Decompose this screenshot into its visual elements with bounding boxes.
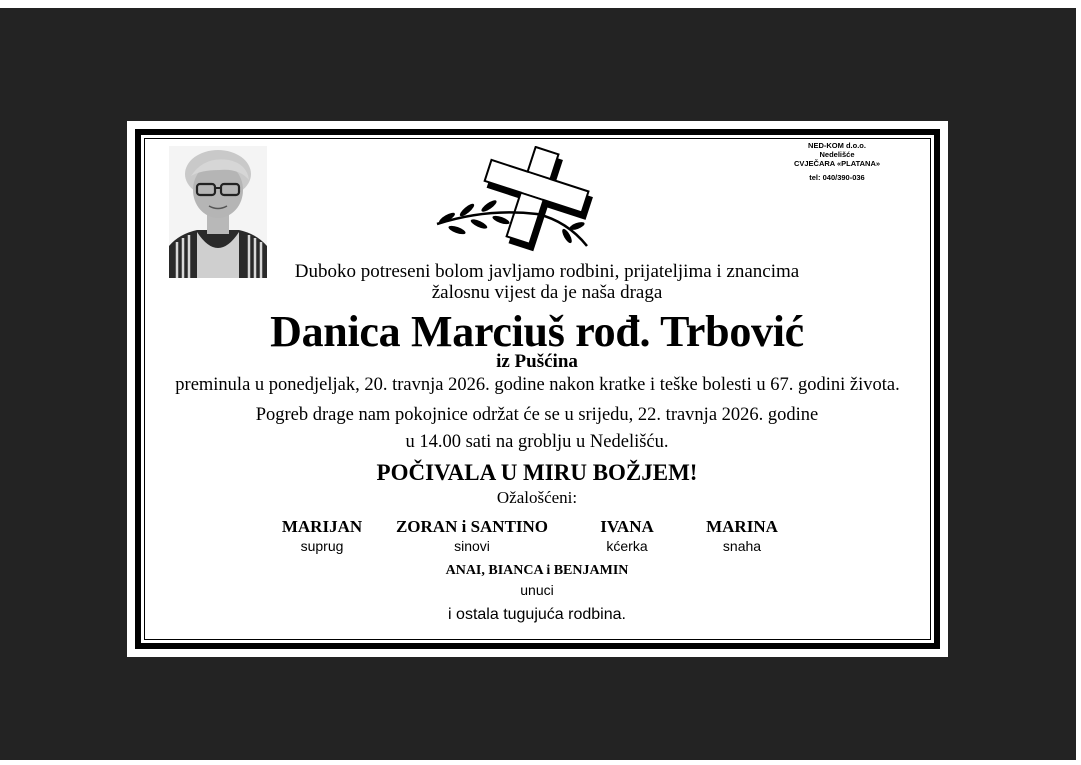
- other-relatives: i ostala tugujuća rodbina.: [448, 606, 626, 623]
- grandchildren-role: unuci: [520, 582, 554, 598]
- funeral-line-1: Pogreb drage nam pokojnice održat će se u srijedu, 22. travnja 2026. godine: [255, 405, 819, 425]
- mourner-name: MARINA: [706, 517, 778, 536]
- funeral-line-2: u 14.00 sati na groblju u Nedelišću.: [405, 432, 669, 452]
- company-name: NED-KOM d.o.o.: [808, 141, 866, 150]
- mourner-name: IVANA: [600, 517, 654, 536]
- company-info: [767, 141, 907, 182]
- mourner-sons: [382, 517, 562, 554]
- rest-in-peace: POČIVALA U MIRU BOŽJEM!: [376, 460, 698, 485]
- obituary-card: [127, 121, 948, 657]
- mourner-role: snaha: [722, 538, 762, 554]
- mourner-role: kćerka: [606, 538, 648, 554]
- portrait-photo: [169, 146, 267, 278]
- intro-line-2: žalosnu vijest da je naša draga: [431, 282, 663, 303]
- mourner-husband: [267, 517, 377, 554]
- mourners-label: Ožalošćeni:: [496, 488, 578, 507]
- company-phone: tel: 040/390-036: [809, 173, 865, 182]
- mourner-name: MARIJAN: [281, 517, 363, 536]
- cross-with-olive-branch-icon: [427, 146, 627, 256]
- deceased-name: Danica Marciuš rođ. Trbović: [270, 307, 804, 356]
- mourner-role: sinovi: [454, 538, 490, 554]
- origin-place: iz Pušćina: [496, 351, 578, 372]
- mourner-daughter: [572, 517, 682, 554]
- grandchildren-names: ANAI, BIANCA i BENJAMIN: [445, 563, 629, 578]
- mourner-daughter-in-law: [687, 517, 797, 554]
- death-notice: preminula u ponedjeljak, 20. travnja 2026. godine nakon kratke i teške bolesti u 67. godini života.: [175, 375, 900, 395]
- mourner-name: ZORAN i SANTINO: [395, 517, 549, 536]
- intro-line-1: Duboko potreseni bolom javljamo rodbini, prijateljima i znancima: [294, 261, 800, 282]
- company-shop: CVJEČARA «PLATANA»: [793, 159, 881, 168]
- mourner-role: suprug: [300, 538, 344, 554]
- company-city: Nedelišće: [819, 150, 855, 159]
